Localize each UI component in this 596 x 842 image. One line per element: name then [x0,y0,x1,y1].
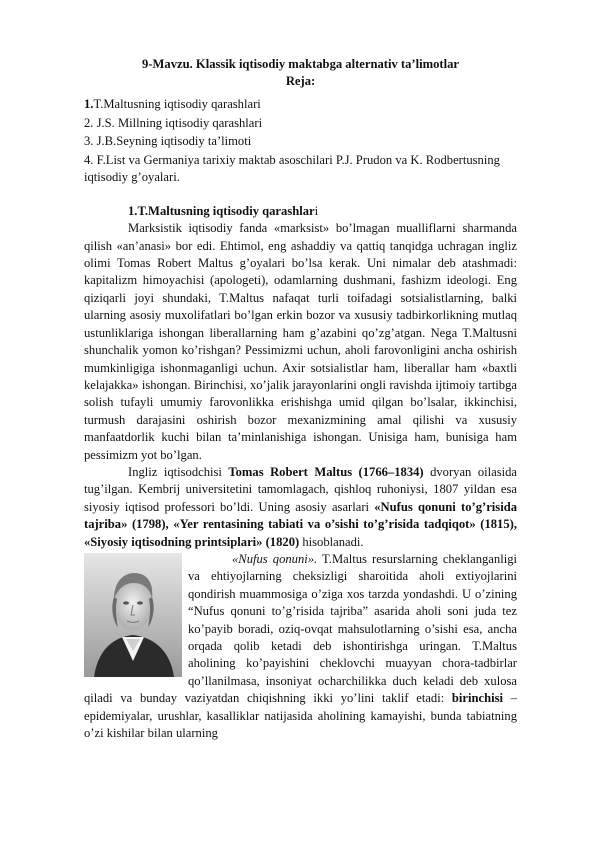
plan-text: J.S. Millning iqtisodiy qarashlari [93,116,263,131]
text-run: – epidemiyalar, urushlar, kasalliklar natijasida aholining kamayishi, bunda tabiatning o’zi kishilar bilan ularning [84,691,518,741]
plan-number: 3. [84,133,94,148]
section-heading [84,203,517,220]
section-heading-text: 1.T.Maltusning iqtisodiy qarashlar [128,203,315,218]
plan-heading: Reja: [285,74,316,89]
document-page [84,56,517,742]
plan-text: T.Maltusning iqtisodiy qarashlari [93,96,261,111]
plan-number: 2. [84,116,94,131]
plan-item-4 [84,152,517,187]
paragraph-3 [84,551,517,742]
plan-number: 1. [84,96,94,111]
section-heading-tail: i [314,203,319,218]
text-run: hisoblanadi. [299,534,364,549]
portrait-image [84,553,182,677]
author-name: Tomas Robert Maltus (1766–1834) [228,464,424,479]
law-title: «Nufus qonuni». [232,551,318,566]
paragraph-1: Marksistik iqtisodiy fanda «marksist» bo’lmagan mualliflarni sharmanda qilish «an’anasi» bor edi. Ehtimol, eng ashaddiy va qattiq tanqidga uchragan ingliz olimi Tomas Robert Maltus g’oyalari bo’lsa kerak. Uni nimalar deb atashmadi: kapitalizm himoyachisi (apologeti), odamlarning dushmani, fashizm ideologi. Eng qiziqarli joyi shundaki, T.Maltus nafaqat turli toifadagi sotsialistlarning, balki ularning asosiy muxolifatlari bo’lgan erkin bozor va xususiy tadbirkorlikning mutlaq ustunliklariga ishongan liberallarning ham g’azabini qo’zg’atgan. Nega T.Maltusni shunchalik yomon ko’rishgan? Pessimizmi uchun, aholi farovonligini ancha oshirish mumkinligiga ishonmaganligi uchun. Axir sotsialistlar ham, liberallar ham «baxtli kelajakka» ishongan. Birinchisi, xo’jalik jarayonlarini ongli ravishda ijtimoiy tartibga solish tufayli umumiy farovonlikka erishishga umid qilgan bo’lsalar, ikkinchisi, turmush darajasini oshirish bozor mexanizmining amal qilishi va xususiy manfaatdorlik kuchi bilan ta’minlanishiga ishongan. Unisiga ham, bunisiga ham pessimizm yot bo’lgan. [84,221,517,462]
plan-text: F.List va Germaniya tarixiy maktab asoschilari P.J. Prudon va K. Rodbertusning iqtisodiy g’oyalari. [84,153,500,185]
plan-item-3 [84,133,517,150]
text-run: Ingliz iqtisodchisi [128,464,229,479]
plan-item-2 [84,115,517,132]
plan-text: J.B.Seyning iqtisodiy ta’limoti [93,133,252,148]
document-title: 9-Mavzu. Klassik iqtisodiy maktabga alternativ ta’limotlar [142,57,459,71]
plan-item-1 [84,96,517,113]
plan-number: 4. [84,153,94,168]
text-run: dvoryan oilasida tug’ilgan. Kembrij universitetini tamomlagach, qishloq ruhoniysi, 1807 yildan esa siyosiy iqtisod professori bo’ldi. Uning asosiy asarlari [84,464,517,514]
emphasis-first: birinchisi [451,691,504,706]
paragraph-2 [84,464,517,551]
text-run: T.Maltus resurslarning cheklanganligi va ehtiyojlarning cheksizligi sharoitida aholi extiyojlarini qondirish muammosiga o’ziga xos tarzda yondashdi. U o’zining “Nufus qonuni to’g’risida tajriba” asarida aholi soni juda tez ko’payib boradi, oziq-ovqat mahsulotlarning o’sishi esa, ancha orqada qolib ketadi deb ishontirishga uringan. T.Maltus aholining ko’payishini cheklovchi muayyan chora-tadbirlar qo’llanilmasa, insoniyat ocharchilikka duch keladi deb xulosa qiladi va bunday vaziyatdan chiqishning ikki yo’lini taklif etadi: [84,551,517,706]
works-list: «Nufus qonuni to’g’risida tajriba» (1798), «Yer rentasining tabiati va o’sishi to’g’risida tadqiqot» (1815), «Siyosiy iqtisodning printsiplari» (1820) [84,499,517,549]
